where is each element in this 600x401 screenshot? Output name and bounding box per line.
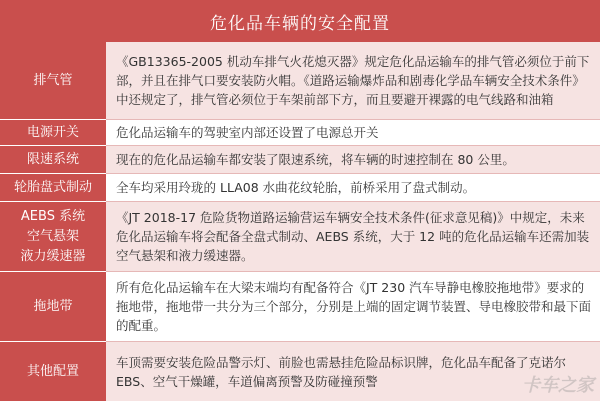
row-content-exhaust: 《GB13365-2005 机动车排气火花熄灭器》规定危化品运输车的排气管必须位于前下部，并且在排气口要安装防火帽。《道路运输爆炸品和剧毒化学品车辆安全技术条件》中还规定了，排气管必须位于车架前部下方，而且要避开裸露的电气线路和油箱 (106, 42, 600, 120)
table-row (0, 272, 600, 342)
watermark-logo: 卡车之家 (522, 375, 594, 396)
row-content-tire-brake: 全车均采用玲珑的 LLA08 水曲花纹轮胎，前桥采用了盘式制动。 (106, 174, 600, 202)
row-label-aebs: AEBS 系统 空气悬架 液力缓速器 (0, 202, 106, 272)
row-label-grounding-strap: 拖地带 (0, 272, 106, 342)
title-bar (0, 0, 600, 42)
row-content-grounding-strap: 所有危化品运输车在大梁末端均有配备符合《JT 230 汽车导静电橡胶拖地带》要求的拖地带，拖地带一共分为三个部分，分别是上端的固定调节装置、导电橡胶带和最下面的配重。 (106, 272, 600, 342)
table-row (0, 120, 600, 146)
table-row (0, 146, 600, 174)
table-title: 危化品车辆的安全配置 (210, 13, 390, 34)
row-content-speed-limit: 现在的危化品运输车都安装了限速系统，将车辆的时速控制在 80 公里。 (106, 146, 600, 174)
table-row (0, 42, 600, 120)
row-label-other: 其他配置 (0, 342, 106, 401)
table-row (0, 342, 600, 401)
row-content-power-switch: 危化品运输车的驾驶室内部还设置了电源总开关 (106, 120, 600, 146)
row-content-aebs: 《JT 2018-17 危险货物道路运输营运车辆安全技术条件(征求意见稿)》中规定，未来危化品运输车将会配备全盘式制动、AEBS 系统，大于 12 吨的危化品运输车还需加装空气悬架和液力缓速器。 (106, 202, 600, 272)
row-content-other: 车顶需要安装危险品警示灯、前脸也需悬挂危险品标识牌，危化品车配备了克诺尔 EBS、空气干燥罐，车道偏离预警及防碰撞预警 (106, 342, 600, 401)
row-label-power-switch: 电源开关 (0, 120, 106, 146)
table-row (0, 174, 600, 202)
row-label-speed-limit: 限速系统 (0, 146, 106, 174)
table-row (0, 202, 600, 272)
row-label-tire-brake: 轮胎盘式制动 (0, 174, 106, 202)
row-label-exhaust: 排气管 (0, 42, 106, 120)
